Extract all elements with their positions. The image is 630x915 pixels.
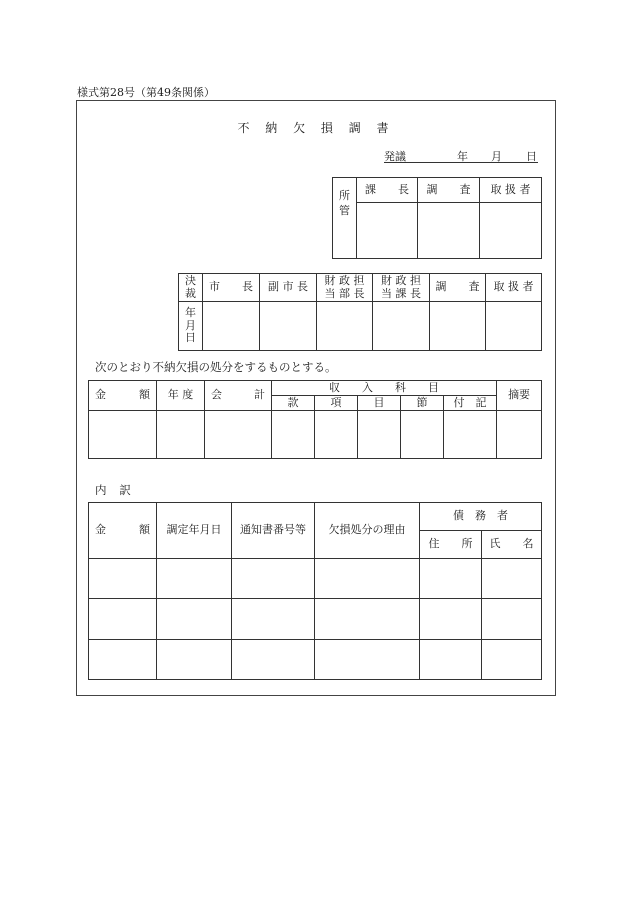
kessai-header: 取 扱 者 (486, 274, 542, 302)
kessai-stamp-cell (260, 302, 317, 351)
detail-cell (420, 640, 482, 680)
month-label: 月 (491, 150, 502, 163)
detail-cell (89, 640, 157, 680)
detail-cell (232, 599, 315, 640)
entry-cell (497, 411, 542, 459)
kessai-date-label: 年 月 日 (179, 302, 203, 351)
kessai-header: 財 政 担 当 課 長 (373, 274, 430, 302)
account-header: 会 計 (205, 381, 272, 411)
shokan-stamp-cell (357, 203, 418, 259)
remarks-header: 摘要 (497, 381, 542, 411)
kessai-stamp-cell (203, 302, 260, 351)
entry-cell (315, 411, 358, 459)
shokan-label-bottom: 管 (333, 203, 357, 259)
detail-cell (315, 599, 420, 640)
reason-header: 欠損処分の理由 (315, 503, 420, 559)
breakdown-label: 内 訳 (95, 483, 136, 497)
kessai-header: 副 市 長 (260, 274, 317, 302)
detail-cell (482, 599, 542, 640)
form-label: 様式第28号（第49条関係） (77, 86, 215, 99)
name-header: 氏 名 (482, 531, 542, 559)
entry-cell (444, 411, 497, 459)
kessai-stamp-cell (430, 302, 486, 351)
main-table (88, 380, 542, 459)
detail-cell (232, 640, 315, 680)
detail-cell (232, 559, 315, 599)
fiscal-year-header: 年 度 (157, 381, 205, 411)
kessai-stamp-cell (317, 302, 373, 351)
kessai-label: 決 裁 (179, 274, 203, 302)
address-header: 住 所 (420, 531, 482, 559)
kessai-stamp-cell (486, 302, 542, 351)
entry-cell (157, 411, 205, 459)
detail-cell (89, 559, 157, 599)
entry-cell (401, 411, 444, 459)
kessai-header: 財 政 担 当 部 長 (317, 274, 373, 302)
amount-header: 金 額 (89, 381, 157, 411)
revenue-subject-header: 収 入 科 目 (272, 381, 497, 396)
shokan-stamp-cell (418, 203, 480, 259)
year-label: 年 (457, 150, 468, 163)
subject-sub-header: 付 記 (444, 396, 497, 411)
detail-amount-header: 金 額 (89, 503, 157, 559)
shokan-label-top: 所 (333, 178, 357, 203)
entry-cell (358, 411, 401, 459)
entry-cell (89, 411, 157, 459)
document-title: 不 納 欠 損 調 書 (237, 121, 395, 135)
day-label: 日 (526, 150, 537, 163)
kessai-header: 市 長 (203, 274, 260, 302)
issue-date-line (384, 148, 538, 163)
subject-sub-header: 項 (315, 396, 358, 411)
assessment-date-header: 調定年月日 (157, 503, 232, 559)
intro-text: 次のとおり不納欠損の処分をするものとする。 (95, 360, 337, 374)
entry-cell (272, 411, 315, 459)
entry-cell (205, 411, 272, 459)
detail-cell (157, 559, 232, 599)
subject-sub-header: 節 (401, 396, 444, 411)
detail-cell (315, 640, 420, 680)
kessai-stamp-cell (373, 302, 430, 351)
detail-cell (482, 559, 542, 599)
detail-table (88, 502, 542, 680)
detail-cell (315, 559, 420, 599)
shokan-header: 取 扱 者 (480, 178, 542, 203)
kessai-table (178, 273, 542, 351)
detail-cell (157, 599, 232, 640)
shokan-header: 課 長 (357, 178, 418, 203)
detail-cell (420, 559, 482, 599)
detail-cell (89, 599, 157, 640)
shokan-stamp-cell (480, 203, 542, 259)
subject-sub-header: 目 (358, 396, 401, 411)
form-frame (76, 100, 556, 696)
detail-cell (482, 640, 542, 680)
detail-cell (157, 640, 232, 680)
shokan-header: 調 査 (418, 178, 480, 203)
notice-number-header: 通知書番号等 (232, 503, 315, 559)
detail-cell (420, 599, 482, 640)
kessai-header: 調 査 (430, 274, 486, 302)
hatsugi-label: 発議 (384, 150, 406, 163)
subject-sub-header: 款 (272, 396, 315, 411)
debtor-header: 債 務 者 (420, 503, 542, 531)
shokan-table (332, 177, 542, 259)
